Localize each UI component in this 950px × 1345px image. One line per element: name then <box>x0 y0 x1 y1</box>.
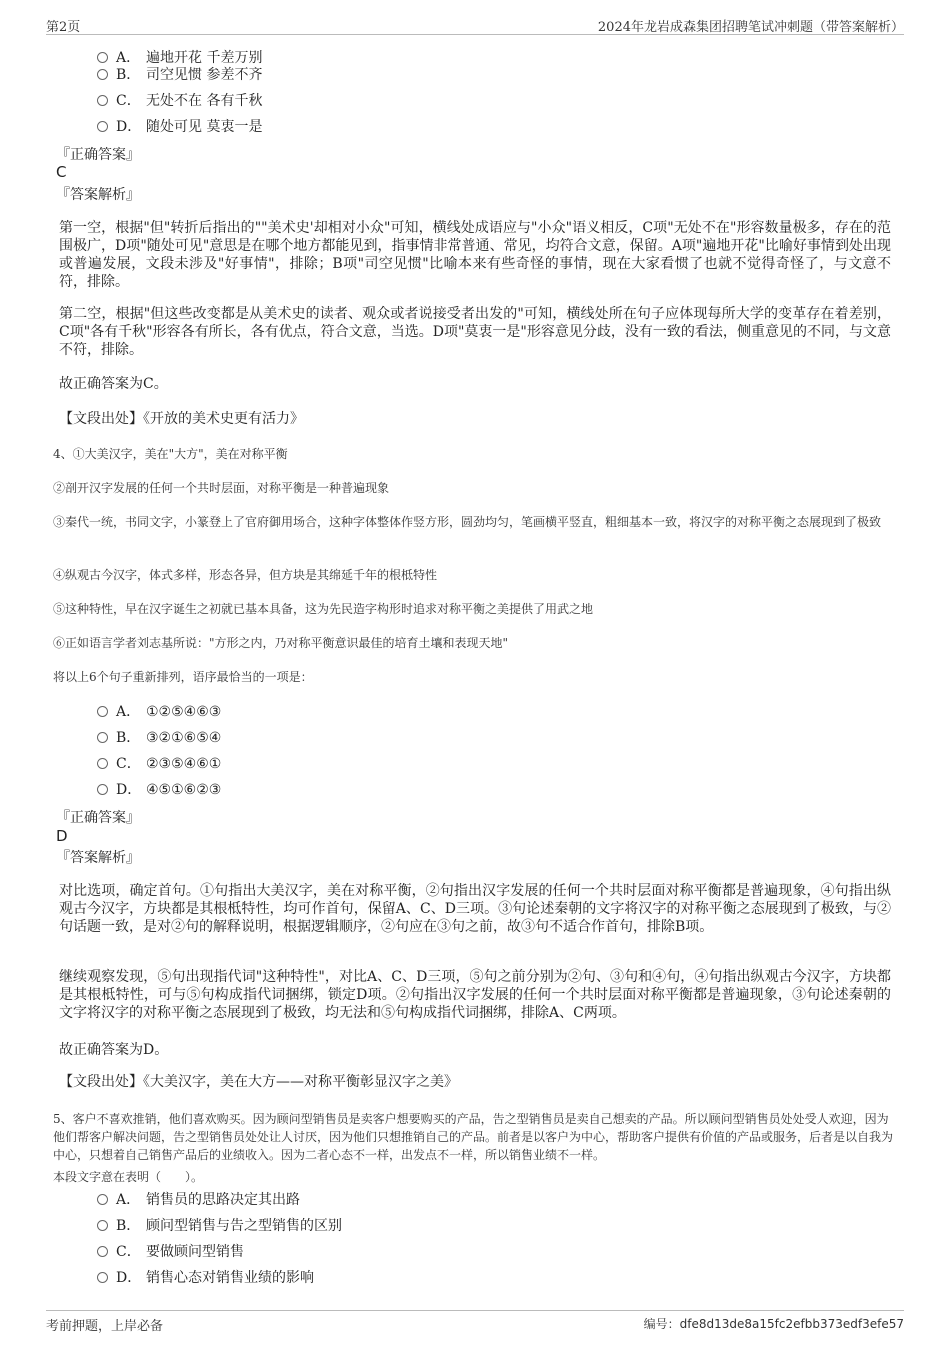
q4-sentence-3: ③秦代一统，书同文字，小篆登上了官府御用场合，这种字体整体作竖方形，圆劲均匀，笔画横平竖直，粗细基本一致，将汉字的对称平衡之态展现到了极致 <box>53 515 882 529</box>
page-footer <box>46 1310 904 1335</box>
q4-source: 【文段出处】《大美汉字，美在大方——对称平衡彰显汉字之美》 <box>59 1074 458 1090</box>
footer-slogan: 考前押题，上岸必备 <box>46 1319 164 1334</box>
q3-analysis-label: 『答案解析』 <box>56 187 140 203</box>
q4-analysis-p3: 故正确答案为D。 <box>59 1042 169 1058</box>
q3-answer: C <box>56 163 67 181</box>
document-title: 2024年龙岩成森集团招聘笔试冲刺题（带答案解析） <box>597 20 904 35</box>
radio-icon[interactable] <box>97 784 108 795</box>
radio-icon[interactable] <box>97 1220 108 1231</box>
q4-option-d[interactable]: D． ④⑤①⑥②③ <box>97 780 221 800</box>
q4-answer-label: 『正确答案』 <box>56 810 140 826</box>
radio-icon[interactable] <box>97 121 108 132</box>
q3-option-c[interactable]: C． 无处不在 各有千秋 <box>97 91 262 111</box>
q4-option-a[interactable]: A． ①②⑤④⑥③ <box>97 702 221 722</box>
q5-option-a[interactable]: A． 销售员的思路决定其出路 <box>97 1190 300 1210</box>
page-header <box>46 14 904 35</box>
q4-sentence-2: ②剖开汉字发展的任何一个共时层面，对称平衡是一种普遍现象 <box>53 481 390 495</box>
radio-icon[interactable] <box>97 69 108 80</box>
q4-option-c[interactable]: C． ②③⑤④⑥① <box>97 754 221 774</box>
radio-icon[interactable] <box>97 52 108 63</box>
q5-prompt: 本段文字意在表明（ ）。 <box>53 1170 204 1184</box>
q4-analysis-p2: 继续观察发现，⑤句出现指代词"这种特性"，对比A、C、D三项，⑤句之前分别为②句、③句和④句，④句指出纵观古今汉字，方块都是其根柢特性，可与⑤句构成指代词捆绑，锁定D项。②句指出汉字发展的任何一个共时层面对称平衡都是普遍现象，③句论述秦朝的文字将汉字的对称平衡之态展现到了极致，均无法和⑤句构成指代词捆绑，排除A、C两项。 <box>59 969 891 1021</box>
q5-option-c[interactable]: C． 要做顾问型销售 <box>97 1242 244 1262</box>
radio-icon[interactable] <box>97 1272 108 1283</box>
radio-icon[interactable] <box>97 1194 108 1205</box>
q3-analysis-p3: 故正确答案为C。 <box>59 376 168 392</box>
q4-answer: D <box>56 827 68 845</box>
radio-icon[interactable] <box>97 732 108 743</box>
q4-sentence-5: ⑤这种特性，早在汉字诞生之初就已基本具备，这为先民造字构形时追求对称平衡之美提供了用武之地 <box>53 602 594 616</box>
document-id: 编号：dfe8d13de8a15fc2efbb373edf3efe57 <box>643 1317 904 1331</box>
q4-prompt: 将以上6个句子重新排列，语序最恰当的一项是： <box>53 670 313 684</box>
q4-analysis-p1: 对比选项，确定首句。①句指出大美汉字，美在对称平衡，②句指出汉字发展的任何一个共时层面对称平衡都是普遍现象，④句指出纵观古今汉字，方块都是其根柢特性，均可作首句，保留A、C、D三项。③句论述秦朝的文字将汉字的对称平衡之态展现到了极致，与②句话题一致，是对②句的解释说明，根据逻辑顺序，②句应在③句之前，故③句不适合作首句，排除B项。 <box>59 883 891 935</box>
radio-icon[interactable] <box>97 758 108 769</box>
q4-sentence-1: 4、①大美汉字，美在"大方"，美在对称平衡 <box>53 447 288 461</box>
radio-icon[interactable] <box>97 1246 108 1257</box>
q3-option-d[interactable]: D． 随处可见 莫衷一是 <box>97 117 262 137</box>
q4-sentence-6: ⑥正如语言学者刘志基所说："方形之内，乃对称平衡意识最佳的培育土壤和表现天地" <box>53 636 509 650</box>
q3-analysis-p1: 第一空，根据"但"转折后指出的""美术史'却相对小众"可知，横线处成语应与"小众"语义相反，C项"无处不在"形容数量极多，存在的范围极广，D项"随处可见"意思是在哪个地方都能见到，指事情非常普通、常见，均符合文意，保留。A项"遍地开花"比喻好事情到处出现或普遍发展，文段未涉及"好事情"，排除；B项"司空见惯"比喻本来有些奇怪的事情，现在大家看惯了也就不觉得奇怪了，与文意不符，排除。 <box>59 220 891 290</box>
q3-analysis-p2: 第二空，根据"但这些改变都是从美术史的读者、观众或者说接受者出发的"可知，横线处所在句子应体现每所大学的变革存在着差别，C项"各有千秋"形容各有所长，各有优点，符合文意，当选。D项"莫衷一是"形容意见分歧，没有一致的看法，侧重意见的不同，与文意不符，排除。 <box>59 306 891 358</box>
q3-answer-label: 『正确答案』 <box>56 147 140 163</box>
radio-icon[interactable] <box>97 706 108 717</box>
q5-option-d[interactable]: D． 销售心态对销售业绩的影响 <box>97 1268 314 1288</box>
q3-source: 【文段出处】《开放的美术史更有活力》 <box>59 411 304 427</box>
q3-option-b[interactable]: B． 司空见惯 参差不齐 <box>97 65 262 85</box>
q5-stem: 5、客户不喜欢推销，他们喜欢购买。因为顾问型销售员是卖客户想要购买的产品，告之型销售员是卖自己想卖的产品。所以顾问型销售员处处受人欢迎，因为他们帮客户解决问题，告之型销售员处处让人讨厌，因为他们只想推销自己的产品。前者是以客户为中心，帮助客户提供有价值的产品或服务，后者是以自我为中心，只想着自己销售产品后的业绩收入。因为二者心态不一样，出发点不一样，所以销售业绩不一样。 <box>53 1112 894 1162</box>
q3-option-a[interactable]: A． 遍地开花 千差万别 <box>97 48 262 68</box>
q5-option-b[interactable]: B． 顾问型销售与告之型销售的区别 <box>97 1216 342 1236</box>
q4-sentence-4: ④纵观古今汉字，体式多样，形态各异，但方块是其绵延千年的根柢特性 <box>53 568 438 582</box>
q4-option-b[interactable]: B． ③②①⑥⑤④ <box>97 728 221 748</box>
page-number: 第2页 <box>46 20 81 35</box>
radio-icon[interactable] <box>97 95 108 106</box>
q4-analysis-label: 『答案解析』 <box>56 850 140 866</box>
